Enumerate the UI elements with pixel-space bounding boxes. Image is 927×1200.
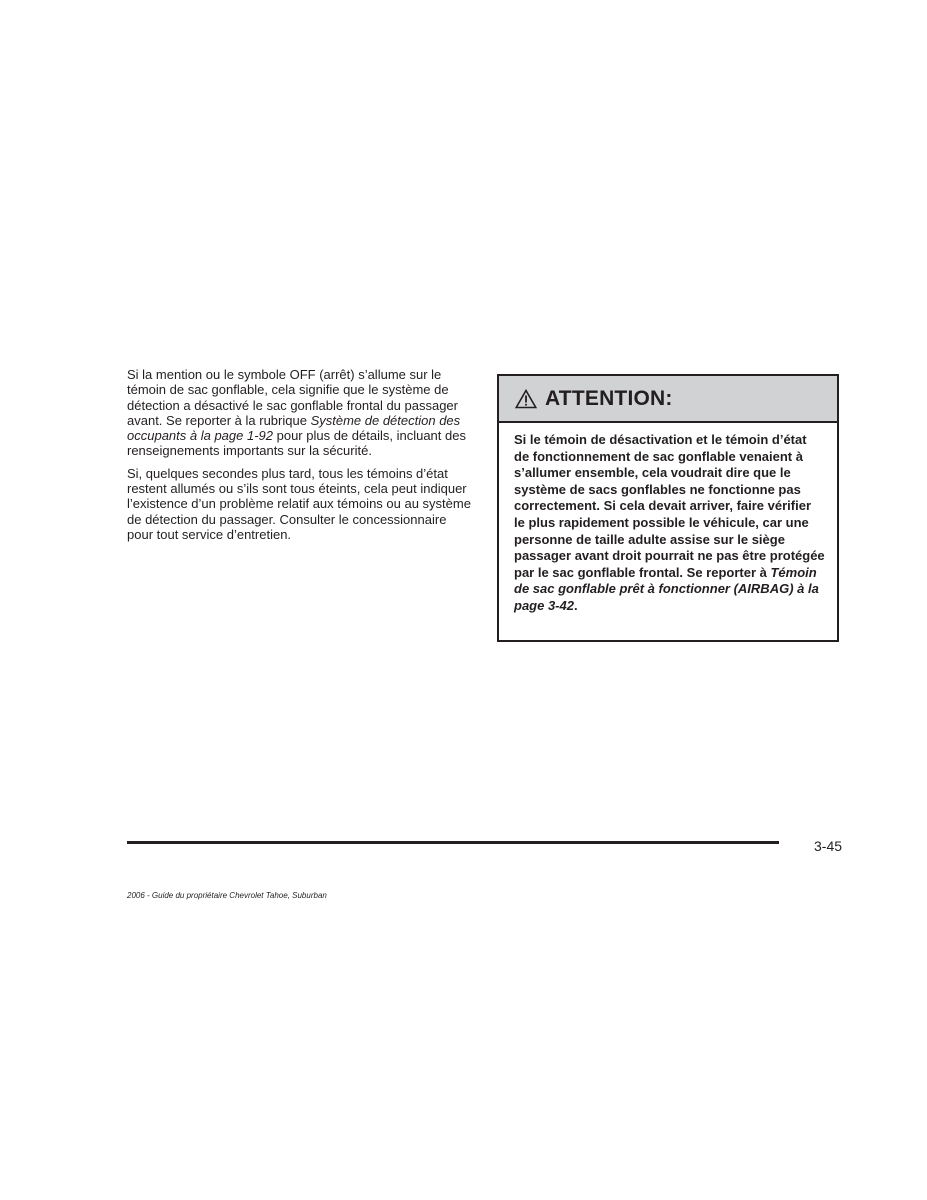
cross-reference-link: Système de détection des occupants à la page 1-92: [127, 412, 461, 444]
caution-text: Si le témoin de désactivation et le témoin d’état de fonctionnement de sac gonflable venaient à s’allumer ensemble, cela voudrait dire que le système de sacs gonflables ne fonctionne pas correctement. Si cela devait arriver, faire vérifier le plus rapidement possible le véhicule, car une personne de taille adulte assise sur le siège passager avant droit pourrait ne pas être protégée par le sac gonflable frontal. Se reporter à: [514, 432, 825, 580]
caution-box: [497, 374, 839, 642]
caution-cross-reference: Témoin de sac gonflable prêt à fonctionner (AIRBAG) à la page 3-42: [514, 564, 819, 613]
caution-header: [499, 376, 837, 423]
caution-text-end: .: [573, 597, 578, 613]
paragraph-text: pour plus de détails, incluant des renseignements importants sur la sécurité.: [127, 428, 466, 459]
paragraph-text: Si la mention ou le symbole OFF (arrêt) s’allume sur le témoin de sac gonflable, cela signifie que le système de détection a désactivé le sac gonflable frontal du passager avant. Se reporter à la rubrique: [127, 367, 458, 428]
caution-body: [499, 423, 837, 615]
paragraph-status-lights: Si, quelques secondes plus tard, tous les témoins d’état restent allumés ou s’ils sont tous éteints, cela peut indiquer l’existence d’un problème relatif aux témoins ou au système de détection du passager. Consulter le concessionnaire pour tout service d’entretien.: [127, 465, 471, 542]
caution-title: ATTENTION:: [545, 386, 673, 410]
footer-rule: [127, 841, 779, 844]
left-column: [127, 367, 472, 549]
footer-text: 2006 - Guide du propriétaire Chevrolet Tahoe, Suburban: [127, 891, 327, 900]
page-number: 3-45: [814, 838, 843, 854]
warning-triangle-icon: [515, 389, 537, 409]
paragraph-occupant-detection: [127, 367, 472, 459]
